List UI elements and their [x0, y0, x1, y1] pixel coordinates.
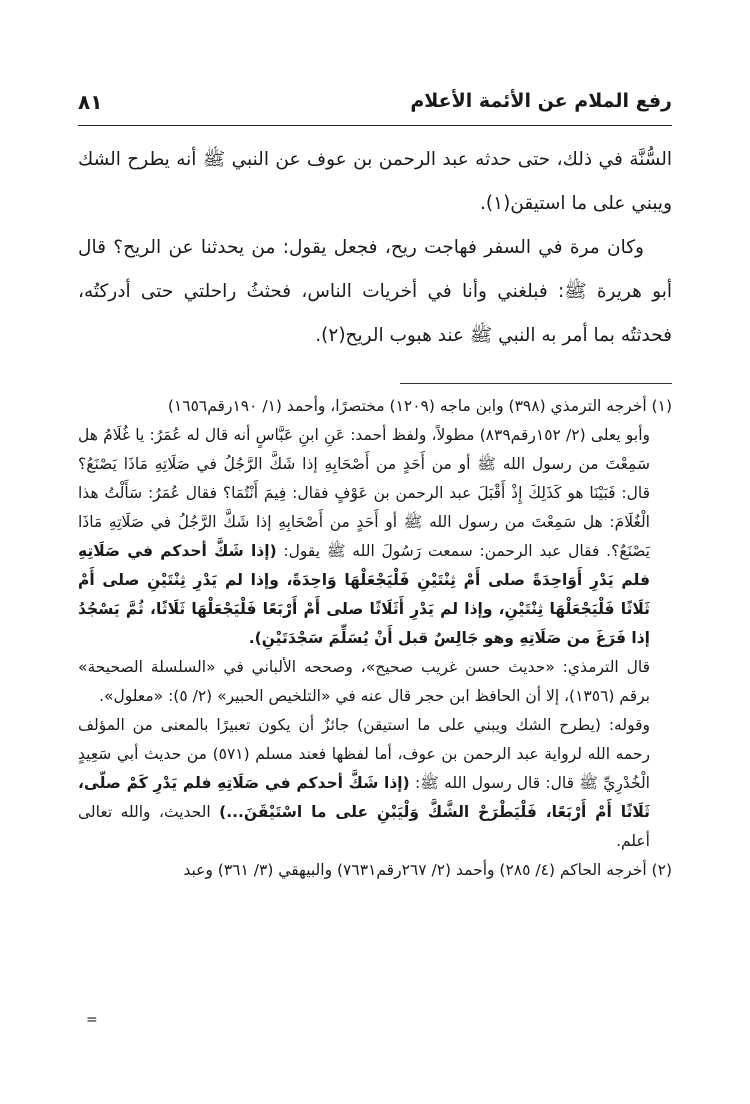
hadith-text: (إذا شَكَّ أحدكم في صَلَاتِهِ فلم يَدْرِ أَوَاحِدَةً صلى أَمْ ثِنْتَيْنِ فَلْيَجْعَلْهَا وَاحِدَةً، وإذا لم يَدْرِ ثِنْتَيْنِ صلى أَمْ ثَلَاثًا فَلْيَجْعَلْهَا ثِنْتَيْنِ، وإذا لم يَدْرِ أَثَلَاثًا صلى أَمْ أَرْبَعًا فَلْيَجْعَلْهَا ثَلَاثًا، ثُمَّ يَسْجُدُ إذا فَرَغَ من صَلَاتِهِ وهو جَالِسٌ قبل أَنْ يُسَلِّمَ سَجْدَتَيْنِ). — [78, 542, 650, 647]
footnote-2: (٢) أخرجه الحاكم (٤/ ٢٨٥) وأحمد (٢/ ٢٦٧رقم٧٦٣١) والبيهقي (٣/ ٣٦١) وعبد — [183, 861, 672, 879]
footnote-1-citation: (١) أخرجه الترمذي (٣٩٨) وابن ماجه (١٢٠٩) مختصرًا، وأحمد (١/ ١٩٠رقم١٦٥٦) — [167, 397, 672, 415]
paragraph: وكان مرة في السفر فهاجت ريح، فجعل يقول: من يحدثنا عن الريح؟ قال أبو هريرة ﷺ: فبلغني وأنا في أخريات الناس، فحثثُ راحلتي حتى أدركتُه، فحدثتُه بما أمر به النبي ﷺ عند هبوب الريح(٢). — [78, 237, 672, 346]
footnote-text: وقوله: (يطرح الشك ويبني على ما استيقن) جائزٌ أن يكون تعبيرًا بالمعنى من المؤلف رحمه الله لرواية عبد الرحمن بن عوف، أما لفظها فعند مسلم (٥٧١) من حديث أبي سَعِيدٍ الْخُدْرِيِّ ﷺ قال: قال رسول الله ﷺ: — [78, 716, 650, 792]
footnote-separator — [400, 383, 672, 384]
footnote-text: الحديث، والله تعالى أعلم. — [78, 803, 650, 850]
footnotes — [78, 392, 672, 885]
paragraph: السُّنَّة في ذلك، حتى حدثه عبد الرحمن بن عوف عن النبي ﷺ أنه يطرح الشك ويبني على ما استيقن(١). — [78, 149, 672, 214]
hadith-text: (إذا شَكَّ أحدكم في صَلَاتِهِ فلم يَدْرِ كَمْ صلّى، ثَلَاثًا أَمْ أَرْبَعًا، فَلْيَطْرَحْ الشَّكَّ وَلْيَبْنِ على ما اسْتَيْقَنَ...) — [78, 774, 650, 821]
page-header — [78, 90, 672, 126]
footnote-1-comment — [78, 711, 672, 856]
footnote-text: وأبو يعلى (٢/ ١٥٢رقم٨٣٩) مطولاً، ولفظ أحمد: عَنِ ابنِ عَبَّاسٍ أنه قال له عُمَرُ: يا غُلَامُ هل سَمِعْتَ من رسول الله ﷺ أو من أَحَدٍ من أَصْحَابِهِ إذا شَكَّ الرَّجُلُ في صَلَاتِهِ مَاذَا يَصْنَعُ؟ قال: فَبَيْنَا هو كَذَلِكَ إِذْ أَقْبَلَ عبد الرحمن بن عَوْفٍ فقال: فِيمَ أَنْتُمَا؟ فقال عُمَرُ: سَأَلْتُ هذا الْغُلَامَ: هل سَمِعْتَ من رسول الله ﷺ أو أَحَدٍ من أَصْحَابِهِ إذا شَكَّ الرَّجُلُ في صَلَاتِهِ مَاذَا يَصْنَعُ؟. فقال عبد الرحمن: سمعت رَسُولَ الله ﷺ يقول: — [78, 426, 650, 560]
page-number: ٨١ — [78, 90, 103, 114]
running-title: رفع الملام عن الأئمة الأعلام — [410, 90, 672, 112]
footnote-1-tirmidhi: قال الترمذي: «حديث حسن غريب صحيح»، وصححه الألباني في «السلسلة الصحيحة» برقم (١٣٥٦)، إلا أن الحافظ ابن حجر قال عنه في «التلخيص الحبير» (٢/ ٥): «معلول». — [78, 658, 650, 705]
main-text — [78, 138, 672, 358]
footnote-1-body — [78, 421, 672, 653]
continuation-mark: = — [86, 1012, 98, 1028]
header-rule — [78, 125, 672, 126]
